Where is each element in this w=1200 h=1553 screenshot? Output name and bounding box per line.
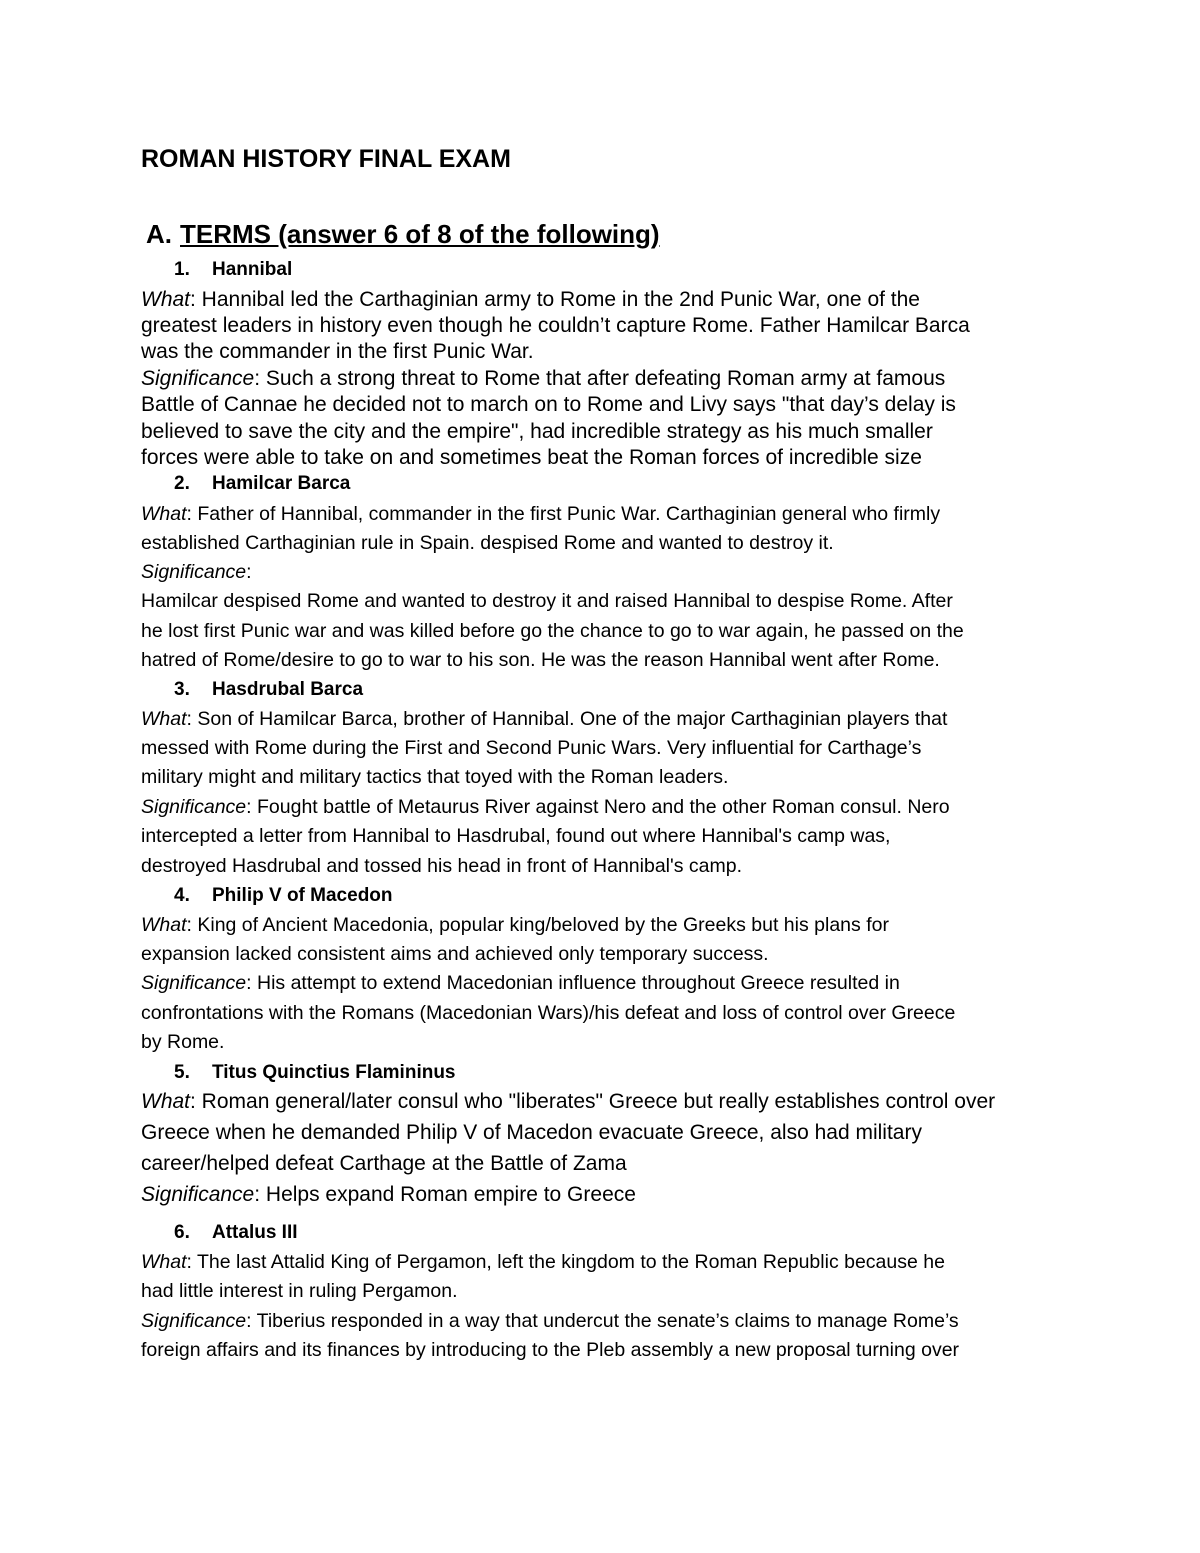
term-significance	[141, 796, 950, 819]
significance-text: : Fought battle of Metaurus River against Nero and the other Roman consul. Nero	[246, 796, 950, 818]
term-number: 4.	[174, 885, 190, 906]
term-text-line: forces were able to take on and sometimes beat the Roman forces of incredible size	[141, 446, 922, 469]
term-heading	[174, 259, 292, 281]
significance-label: Significance	[141, 1310, 247, 1332]
term-text-line: believed to save the city and the empire", had incredible strategy as his much smaller	[141, 420, 933, 443]
term-text-line: established Carthaginian rule in Spain. despised Rome and wanted to destroy it.	[141, 532, 834, 554]
term-text-line: career/helped defeat Carthage at the Battle of Zama	[141, 1152, 627, 1175]
term-text-line: messed with Rome during the First and Second Punic Wars. Very influential for Carthage’s	[141, 737, 922, 759]
term-what	[141, 914, 889, 937]
what-text: : The last Attalid King of Pergamon, left the kingdom to the Roman Republic because he	[186, 1251, 945, 1273]
term-text-line: Hamilcar despised Rome and wanted to destroy it and raised Hannibal to despise Rome. After	[141, 590, 953, 612]
term-name: Attalus III	[212, 1222, 298, 1243]
term-text-line: had little interest in ruling Pergamon.	[141, 1280, 458, 1302]
significance-text: : Helps expand Roman empire to Greece	[254, 1183, 636, 1206]
term-number: 2.	[174, 473, 190, 494]
term-name: Hasdrubal Barca	[212, 679, 364, 700]
term-name: Hannibal	[212, 259, 293, 280]
what-label: What	[141, 914, 187, 936]
significance-text: : His attempt to extend Macedonian influence throughout Greece resulted in	[246, 972, 900, 994]
term-heading	[174, 885, 393, 907]
term-name: Hamilcar Barca	[212, 473, 351, 494]
term-name: Philip V of Macedon	[212, 885, 393, 906]
term-heading	[174, 1222, 298, 1244]
term-what	[141, 288, 920, 312]
what-text: : Son of Hamilcar Barca, brother of Hannibal. One of the major Carthaginian players that	[186, 708, 948, 730]
term-text-line: Battle of Cannae he decided not to march on to Rome and Livy says "that day’s delay is	[141, 393, 956, 416]
term-heading	[174, 679, 363, 701]
term-text-line: Greece when he demanded Philip V of Macedon evacuate Greece, also had military	[141, 1121, 922, 1144]
term-text-line: destroyed Hasdrubal and tossed his head in front of Hannibal's camp.	[141, 855, 742, 877]
term-text-line: expansion lacked consistent aims and achieved only temporary success.	[141, 943, 769, 965]
term-significance	[141, 972, 900, 995]
significance-text: : Such a strong threat to Rome that after defeating Roman army at famous	[254, 367, 946, 390]
significance-label: Significance	[141, 367, 255, 390]
term-what	[141, 708, 947, 731]
term-significance	[141, 1183, 636, 1207]
term-text-line: hatred of Rome/desire to go to war to his son. He was the reason Hannibal went after Rome.	[141, 649, 940, 671]
what-text: : Hannibal led the Carthaginian army to Rome in the 2nd Punic War, one of the	[190, 288, 920, 311]
term-number: 6.	[174, 1222, 190, 1243]
term-text-line: military might and military tactics that toyed with the Roman leaders.	[141, 766, 729, 788]
significance-label: Significance	[141, 1183, 255, 1206]
what-text: : Roman general/later consul who "liberates" Greece but really establishes control over	[190, 1090, 996, 1113]
document-title: ROMAN HISTORY FINAL EXAM	[141, 145, 511, 173]
significance-text: :	[246, 561, 252, 583]
what-label: What	[141, 708, 187, 730]
term-heading	[174, 1062, 456, 1084]
term-significance	[141, 367, 945, 391]
term-number: 5.	[174, 1062, 190, 1083]
term-heading	[174, 473, 350, 495]
term-what	[141, 503, 940, 526]
term-text-line: by Rome.	[141, 1031, 225, 1053]
section-heading	[146, 219, 660, 250]
significance-label: Significance	[141, 796, 247, 818]
what-label: What	[141, 503, 187, 525]
term-number: 3.	[174, 679, 190, 700]
section-letter: A.	[146, 219, 172, 249]
term-what	[141, 1090, 995, 1114]
term-what	[141, 1251, 945, 1274]
significance-text: : Tiberius responded in a way that undercut the senate’s claims to manage Rome’s	[246, 1310, 959, 1332]
term-significance	[141, 561, 252, 584]
what-text: : King of Ancient Macedonia, popular king/beloved by the Greeks but his plans for	[186, 914, 889, 936]
what-label: What	[141, 1251, 187, 1273]
term-text-line: intercepted a letter from Hannibal to Hasdrubal, found out where Hannibal's camp was,	[141, 825, 891, 847]
what-text: : Father of Hannibal, commander in the first Punic War. Carthaginian general who firmly	[186, 503, 941, 525]
what-label: What	[141, 288, 191, 311]
term-text-line: was the commander in the first Punic War.	[141, 340, 534, 363]
what-label: What	[141, 1090, 191, 1113]
term-number: 1.	[174, 259, 190, 280]
term-text-line: foreign affairs and its finances by introducing to the Pleb assembly a new proposal turning over	[141, 1339, 960, 1361]
section-title: TERMS (answer 6 of 8 of the following)	[180, 219, 660, 249]
term-name: Titus Quinctius Flamininus	[212, 1062, 456, 1083]
term-text-line: confrontations with the Romans (Macedonian Wars)/his defeat and loss of control over Greece	[141, 1002, 956, 1024]
term-text-line: he lost first Punic war and was killed before go the chance to go to war again, he passed on the	[141, 620, 964, 642]
significance-label: Significance	[141, 561, 247, 583]
significance-label: Significance	[141, 972, 247, 994]
term-significance	[141, 1310, 959, 1333]
term-text-line: greatest leaders in history even though he couldn’t capture Rome. Father Hamilcar Barca	[141, 314, 970, 337]
